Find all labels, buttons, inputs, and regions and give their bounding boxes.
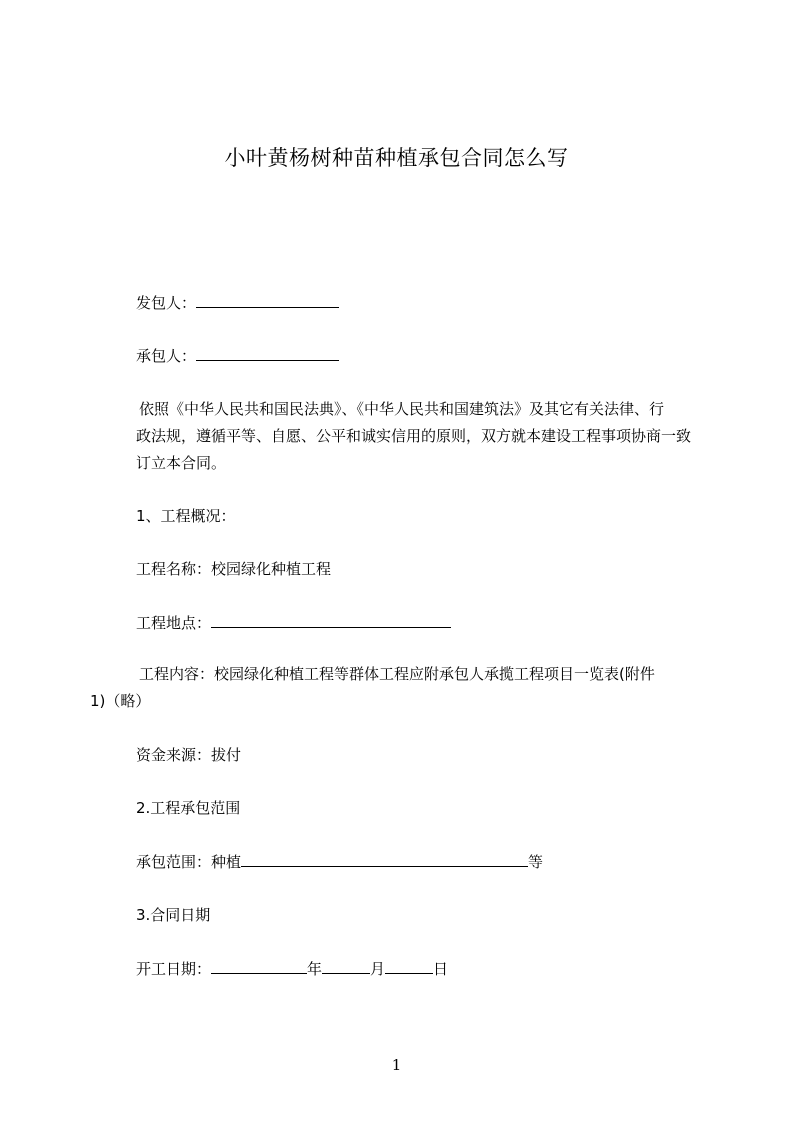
preamble-line-3: 订立本合同。 <box>136 454 227 472</box>
scope-suffix: 等 <box>528 853 544 871</box>
fund-source: 资金来源：拔付 <box>136 746 242 764</box>
project-site-line <box>136 613 451 632</box>
scope-blank <box>241 852 528 867</box>
scope-line <box>136 852 543 871</box>
employer-label: 发包人： <box>136 294 197 312</box>
project-site-blank <box>211 613 451 628</box>
contractor-blank <box>196 346 339 361</box>
document-title: 小叶黄杨树种苗种植承包合同怎么写 <box>224 146 569 170</box>
employer-blank <box>196 293 339 308</box>
scope-label: 承包范围：种植 <box>136 853 242 871</box>
start-year-blank <box>211 959 307 974</box>
preamble-line-2: 政法规，遵循平等、自愿、公平和诚实信用的原则，双方就本建设工程事项协商一致 <box>136 427 692 445</box>
employer-line <box>136 293 339 312</box>
start-date-label: 开工日期： <box>136 960 212 978</box>
preamble-line-1: 依照《中华人民共和国民法典》、《中华人民共和国建筑法》及其它有关法律、行 <box>139 400 665 418</box>
project-site-label: 工程地点： <box>136 614 212 632</box>
project-content-line-1: 工程内容：校园绿化种植工程等群体工程应附承包人承揽工程项目一览表(附件 <box>139 665 655 683</box>
preamble-paragraph <box>136 396 702 477</box>
start-day-blank <box>385 959 433 974</box>
month-label: 月 <box>370 960 386 978</box>
project-content-paragraph <box>90 661 702 715</box>
project-content-line-2: 1)（略） <box>90 692 151 710</box>
start-month-blank <box>322 959 370 974</box>
section-2-heading: 2.工程承包范围 <box>136 799 241 817</box>
project-name: 工程名称：校园绿化种植工程 <box>136 560 332 578</box>
contractor-line <box>136 346 339 365</box>
day-label: 日 <box>433 960 449 978</box>
start-date-line <box>136 959 448 978</box>
year-label: 年 <box>307 960 323 978</box>
contractor-label: 承包人： <box>136 347 197 365</box>
section-3-heading: 3.合同日期 <box>136 906 211 924</box>
page-number: 1 <box>391 1056 402 1074</box>
section-1-heading: 1、工程概况： <box>136 507 236 525</box>
